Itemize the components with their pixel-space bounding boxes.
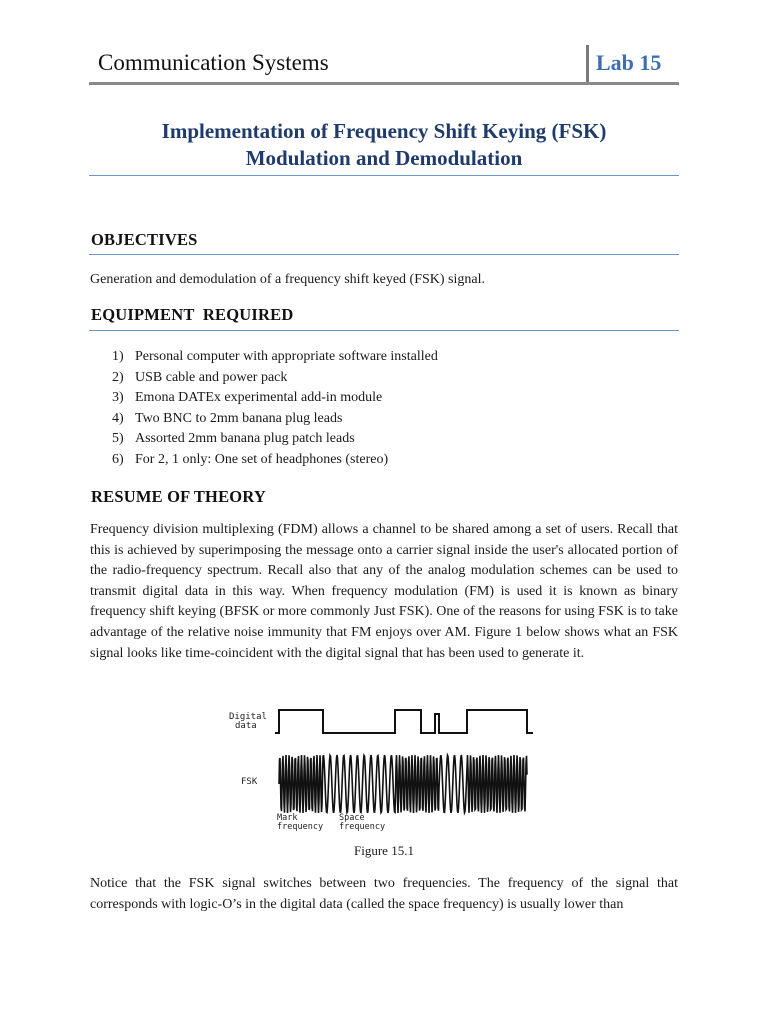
objectives-rule: [89, 254, 679, 255]
course-title: Communication Systems: [98, 50, 329, 75]
header-separator: [586, 45, 589, 84]
space-label-2: frequency: [339, 822, 386, 832]
list-item: 4) Two BNC to 2mm banana plug leads: [112, 410, 343, 426]
list-item: 2) USB cable and power pack: [112, 369, 288, 385]
equipment-rule: [89, 330, 679, 331]
figure-caption: Figure 15.1: [354, 843, 414, 858]
fsk-waveform: [279, 755, 527, 813]
theory-paragraph: Frequency division multiplexing (FDM) allows a channel to be shared among a set of users. Recall that this is achieved by superimposing the message onto a carrier signal inside the user's allocated portion of the radio-frequency spectrum. Recall also that any of the analog modulation schemes can be used to transmit digital data in this way. When frequency modulation (FM) is used it is known as binary frequency shift keying (BFSK or more commonly Just FSK). One of the reasons for using FSK is to take advantage of the relative noise immunity that FM enjoys over AM. Figure 1 below shows what an FSK signal looks like time-coincident with the digital signal that has been used to generate it.: [90, 522, 678, 661]
list-item: 1) Personal computer with appropriate software installed: [112, 349, 438, 364]
objectives-heading: OBJECTIVES: [91, 230, 198, 249]
fsk-label: FSK: [241, 777, 258, 787]
closing-paragraph: Notice that the FSK signal switches between two frequencies. The frequency of the signal that corresponds with logic-O’s in the digital data (called the space frequency) is usually lower than: [90, 876, 678, 912]
lab-number: Lab 15: [596, 50, 662, 75]
list-item: 3) Emona DATEx experimental add-in module: [112, 390, 383, 406]
equipment-heading: EQUIPMENT REQUIRED: [91, 305, 294, 324]
title-line-2: Modulation and Demodulation: [245, 146, 523, 170]
document-title: [89, 118, 679, 172]
header-rule: [89, 82, 679, 85]
digital-label-1: Digital: [229, 712, 267, 722]
digital-data-waveform: [275, 710, 533, 733]
equipment-list: [90, 347, 438, 471]
space-label-1: Space: [339, 813, 365, 823]
title-rule: [89, 175, 679, 176]
mark-label-2: frequency: [277, 822, 324, 832]
list-item: 5) Assorted 2mm banana plug patch leads: [112, 431, 355, 447]
mark-label-1: Mark: [277, 813, 298, 823]
theory-heading: RESUME OF THEORY: [91, 487, 266, 506]
title-line-1: Implementation of Frequency Shift Keying (FSK): [161, 119, 607, 143]
fsk-figure: [225, 704, 535, 834]
list-item: 6) For 2, 1 only: One set of headphones (stereo): [112, 451, 389, 467]
objectives-text: Generation and demodulation of a frequency shift keyed (FSK) signal.: [90, 272, 486, 287]
digital-label-2: data: [235, 721, 257, 731]
